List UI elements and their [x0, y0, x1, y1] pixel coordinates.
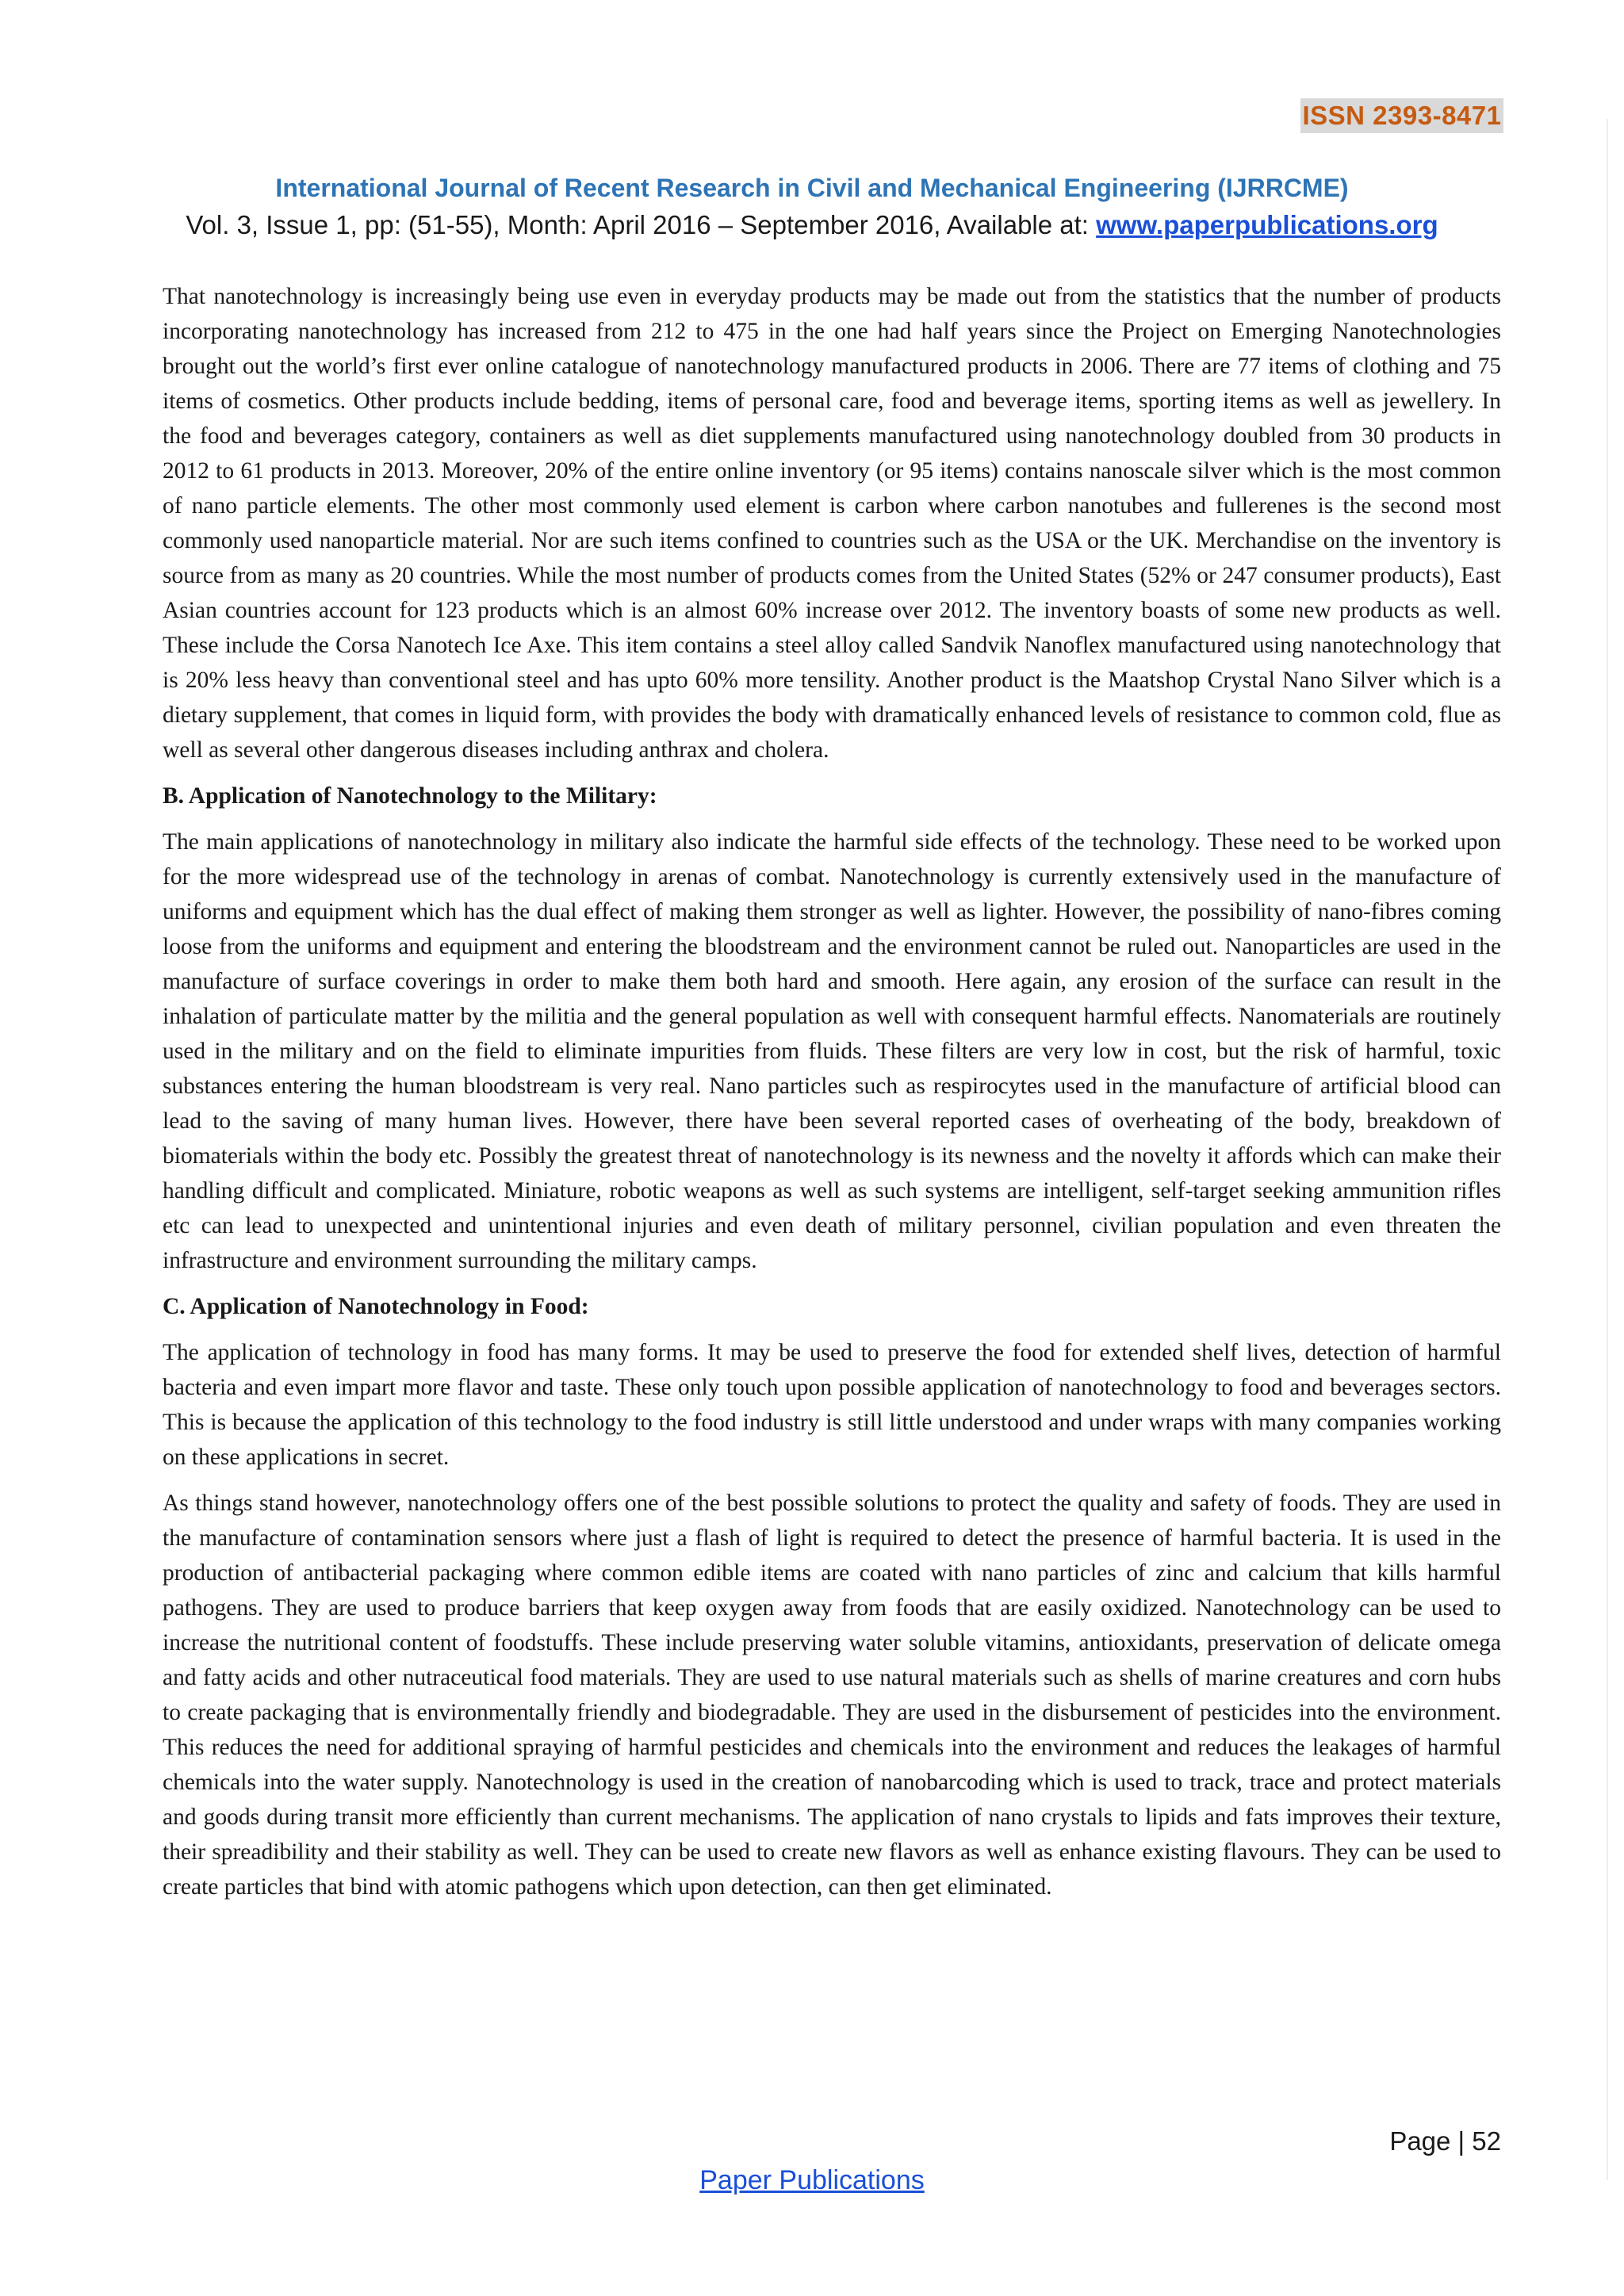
website-link[interactable]: www.paperpublications.org — [1096, 210, 1438, 239]
paragraph-food-1: The application of technology in food has many forms. It may be used to preserve the food for extended shelf lives, detection of harmful bacteria and even impart more flavor and taste. These only touch upon possible application of nanotechnology to food and beverages sectors. This is because the application of this technology to the food industry is still little understood and under wraps with many companies working on these applications in secret. — [163, 1340, 1501, 1470]
article-body — [163, 279, 1501, 1915]
section-heading-military: B. Application of Nanotechnology to the Military: — [163, 783, 657, 809]
volume-info-text: Vol. 3, Issue 1, pp: (51-55), Month: April 2016 – September 2016, Available at: — [186, 210, 1097, 239]
section-heading-food: C. Application of Nanotechnology in Food: — [163, 1294, 589, 1319]
paragraph-military: The main applications of nanotechnology in military also indicate the harmful side effects of the technology. These need to be worked upon for the more widespread use of the technology in arenas of combat. Nanotechnology is currently extensively used in the manufacture of uniforms and equipment which has the dual effect of making them stronger as well as lighter. However, the possibility of nano-fibres coming loose from the uniforms and equipment and entering the bloodstream and the environment cannot be ruled out. Nanoparticles are used in the manufacture of surface coverings in order to make them both hard and smooth. Here again, any erosion of the surface can result in the inhalation of particulate matter by the militia and the general population as well with consequent harmful effects. Nanomaterials are routinely used in the military and on the field to eliminate impurities from fluids. These filters are very low in cost, but the risk of harmful, toxic substances entering the human bloodstream is very real. Nano particles such as respirocytes used in the manufacture of artificial blood can lead to the saving of many human lives. However, there have been several reported cases of overheating of the body, breakdown of biomaterials within the body etc. Possibly the greatest threat of nanotechnology is its newness and the novelty it affords which can make their handling difficult and complicated. Miniature, robotic weapons as well as such systems are intelligent, self-target seeking ammunition rifles etc can lead to unexpected and unintentional injuries and even death of military personnel, civilian population and even threaten the infrastructure and environment surrounding the military camps. — [163, 829, 1501, 1273]
paragraph-intro: That nanotechnology is increasingly being use even in everyday products may be made out from the statistics that the number of products incorporating nanotechnology has increased from 212 to 475 in the one had half years since the Project on Emerging Nanotechnologies brought out the world’s first ever online catalogue of nanotechnology manufactured products in 2006. There are 77 items of clothing and 75 items of cosmetics. Other products include bedding, items of personal care, food and beverage items, sporting items as well as jewellery. In the food and beverages category, containers as well as diet supplements manufactured using nanotechnology doubled from 30 products in 2012 to 61 products in 2013. Moreover, 20% of the entire online inventory (or 95 items) contains nanoscale silver which is the most common of nano particle elements. The other most commonly used element is carbon where carbon nanotubes and fullerenes is the second most commonly used nanoparticle material. Nor are such items confined to countries such as the USA or the UK. Merchandise on the inventory is source from as many as 20 countries. While the most number of products comes from the United States (52% or 247 consumer products), East Asian countries account for 123 products which is an almost 60% increase over 2012. The inventory boasts of some new products as well. These include the Corsa Nanotech Ice Axe. This item contains a steel alloy called Sandvik Nanoflex manufactured using nanotechnology that is 20% less heavy than conventional steel and has upto 60% more tensility. Another product is the Maatshop Crystal Nano Silver which is a dietary supplement, that comes in liquid form, with provides the body with dramatically enhanced levels of resistance to common cold, flue as well as several other dangerous diseases including anthrax and cholera. — [163, 284, 1501, 763]
journal-title: International Journal of Recent Research in Civil and Mechanical Engineering (IJRRCME) — [275, 174, 1349, 202]
issn-badge: ISSN 2393-8471 — [1300, 98, 1503, 133]
paragraph-food-2: As things stand however, nanotechnology offers one of the best possible solutions to protect the quality and safety of foods. They are used in the manufacture of contamination sensors where just a flash of light is required to detect the presence of harmful bacteria. It is used in the production of antibacterial packaging where common edible items are coated with nano particles of zinc and calcium that kills harmful pathogens. They are used to produce barriers that keep oxygen away from foods that are easily oxidized. Nanotechnology can be used to increase the nutritional content of foodstuffs. These include preserving water soluble vitamins, antioxidants, preservation of delicate omega and fatty acids and other nutraceutical food materials. They are used to use natural materials such as shells of marine creatures and corn hubs to create packaging that is environmentally friendly and biodegradable. They are used in the disbursement of pesticides into the environment. This reduces the need for additional spraying of harmful pesticides and chemicals into the environment and reduces the leakages of harmful chemicals into the water supply. Nanotechnology is used in the creation of nanobarcoding which is used to track, trace and protect materials and goods during transit more efficiently than current mechanisms. The application of nano crystals to lipids and fats improves their texture, their spreadibility and their stability as well. They can be used to create new flavors as well as enhance existing flavours. They can be used to create particles that bind with atomic pathogens which upon detection, can then get eliminated. — [163, 1490, 1501, 1900]
page-edge-line — [1607, 119, 1608, 2180]
volume-info — [0, 210, 1624, 240]
publisher-link[interactable]: Paper Publications — [699, 2165, 925, 2195]
page-number: Page | 52 — [1389, 2126, 1501, 2156]
